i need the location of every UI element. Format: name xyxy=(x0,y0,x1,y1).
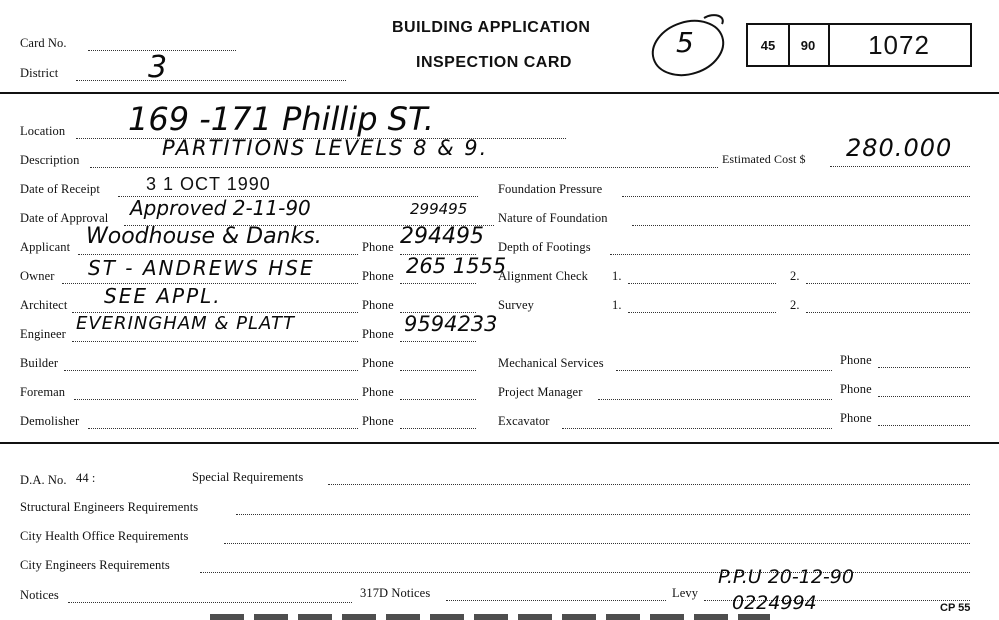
project-manager-phone-line xyxy=(878,396,970,397)
builder-label: Builder xyxy=(20,356,59,370)
estimated-cost-value: 280.000 xyxy=(846,134,953,162)
district-value: 3 xyxy=(148,50,168,85)
engineer-label: Engineer xyxy=(20,327,66,341)
date-approval-label: Date of Approval xyxy=(20,211,109,225)
owner-phone-line xyxy=(400,283,476,284)
district-label: District xyxy=(20,66,59,80)
reference-number-box xyxy=(746,23,972,67)
applicant-line xyxy=(78,254,358,255)
alignment-check-label: Alignment Check xyxy=(498,269,589,283)
ref-number-main: 1072 xyxy=(868,29,930,60)
excavator-line xyxy=(562,428,832,429)
architect-phone-label: Phone xyxy=(362,298,394,312)
survey-label: Survey xyxy=(498,298,535,312)
foreman-line xyxy=(74,399,358,400)
architect-value: SEE APPL. xyxy=(104,284,222,308)
nature-foundation-line xyxy=(632,225,970,226)
form-code: CP 55 xyxy=(940,602,971,614)
excavator-phone-line xyxy=(878,425,970,426)
demolisher-phone-label: Phone xyxy=(362,414,394,428)
excavator-phone-label: Phone xyxy=(840,411,872,425)
foundation-pressure-line xyxy=(622,196,970,197)
engineer-phone-label: Phone xyxy=(362,327,394,341)
location-label: Location xyxy=(20,124,66,138)
notices-label: Notices xyxy=(20,588,59,602)
engineers-requirements-line xyxy=(200,572,970,573)
notices-317d-line xyxy=(446,600,666,601)
special-requirements-line xyxy=(328,484,970,485)
project-manager-line xyxy=(598,399,832,400)
survey-2-line xyxy=(806,312,970,313)
alignment-check-2-line xyxy=(806,283,970,284)
card-no-label: Card No. xyxy=(20,36,67,50)
header-divider xyxy=(0,92,999,94)
engineer-phone-line xyxy=(400,341,476,342)
date-receipt-label: Date of Receipt xyxy=(20,182,100,196)
location-value: 169 -171 Phillip ST. xyxy=(128,100,434,138)
levy-label: Levy xyxy=(672,586,699,600)
architect-label: Architect xyxy=(20,298,68,312)
survey-2-label: 2. xyxy=(790,298,800,312)
structural-requirements-label: Structural Engineers Requirements xyxy=(20,500,199,514)
owner-label: Owner xyxy=(20,269,55,283)
card-title-line2: INSPECTION CARD xyxy=(416,54,572,71)
ref-number-part1: 45 xyxy=(748,25,790,65)
depth-footings-label: Depth of Footings xyxy=(498,240,591,254)
builder-phone-label: Phone xyxy=(362,356,394,370)
mechanical-phone-line xyxy=(878,367,970,368)
demolisher-phone-line xyxy=(400,428,476,429)
estimated-cost-label: Estimated Cost $ xyxy=(722,152,806,166)
applicant-phone-label: Phone xyxy=(362,240,394,254)
owner-phone-label: Phone xyxy=(362,269,394,283)
health-requirements-label: City Health Office Requirements xyxy=(20,529,189,543)
description-value: PARTITIONS LEVELS 8 & 9. xyxy=(162,136,489,160)
applicant-phone-value: 294495 xyxy=(400,224,484,249)
owner-phone-value: 265 1555 xyxy=(406,254,507,278)
circled-mark-value: 5 xyxy=(676,26,694,59)
structural-requirements-line xyxy=(236,514,970,515)
demolisher-label: Demolisher xyxy=(20,414,80,428)
date-approval-value: Approved 2-11-90 xyxy=(130,196,311,220)
depth-footings-line xyxy=(610,254,970,255)
applicant-value: Woodhouse & Danks. xyxy=(86,224,322,249)
alignment-check-2-label: 2. xyxy=(790,269,800,283)
special-requirements-label: Special Requirements xyxy=(192,470,304,484)
date-receipt-stamp: 3 1 OCT 1990 xyxy=(146,174,271,194)
owner-value: ST - ANDREWS HSE xyxy=(88,256,315,280)
estimated-cost-line xyxy=(830,166,970,167)
foreman-label: Foreman xyxy=(20,385,66,399)
description-line xyxy=(90,167,718,168)
survey-1-label: 1. xyxy=(612,298,622,312)
builder-line xyxy=(64,370,358,371)
foreman-phone-line xyxy=(400,399,476,400)
notices-line xyxy=(68,602,352,603)
mechanical-phone-label: Phone xyxy=(840,353,872,367)
alignment-check-1-label: 1. xyxy=(612,269,622,283)
da-no-value: 44 : xyxy=(76,471,96,485)
levy-number: 0224994 xyxy=(732,592,817,614)
foundation-pressure-label: Foundation Pressure xyxy=(498,182,603,196)
engineers-requirements-label: City Engineers Requirements xyxy=(20,558,170,572)
applicant-label: Applicant xyxy=(20,240,71,254)
description-label: Description xyxy=(20,153,80,167)
bottom-edge-print xyxy=(210,614,770,620)
card-title-line1: BUILDING APPLICATION xyxy=(392,19,591,36)
engineer-line xyxy=(72,341,358,342)
da-no-label: D.A. No. xyxy=(20,473,67,487)
mechanical-services-label: Mechanical Services xyxy=(498,356,604,370)
foreman-phone-label: Phone xyxy=(362,385,394,399)
approval-number: 299495 xyxy=(410,200,468,218)
health-requirements-line xyxy=(224,543,970,544)
project-manager-label: Project Manager xyxy=(498,385,583,399)
notices-317d-label: 317D Notices xyxy=(360,586,431,600)
excavator-label: Excavator xyxy=(498,414,550,428)
ref-number-part2: 90 xyxy=(788,25,830,65)
mechanical-services-line xyxy=(616,370,832,371)
levy-value: P.P.U 20-12-90 xyxy=(718,566,854,588)
demolisher-line xyxy=(88,428,358,429)
engineer-phone-value: 9594233 xyxy=(404,312,498,336)
engineer-value: EVERINGHAM & PLATT xyxy=(76,313,296,334)
survey-1-line xyxy=(628,312,776,313)
nature-foundation-label: Nature of Foundation xyxy=(498,211,608,225)
builder-phone-line xyxy=(400,370,476,371)
project-manager-phone-label: Phone xyxy=(840,382,872,396)
alignment-check-1-line xyxy=(628,283,776,284)
middle-divider xyxy=(0,442,999,444)
district-line xyxy=(76,80,346,81)
